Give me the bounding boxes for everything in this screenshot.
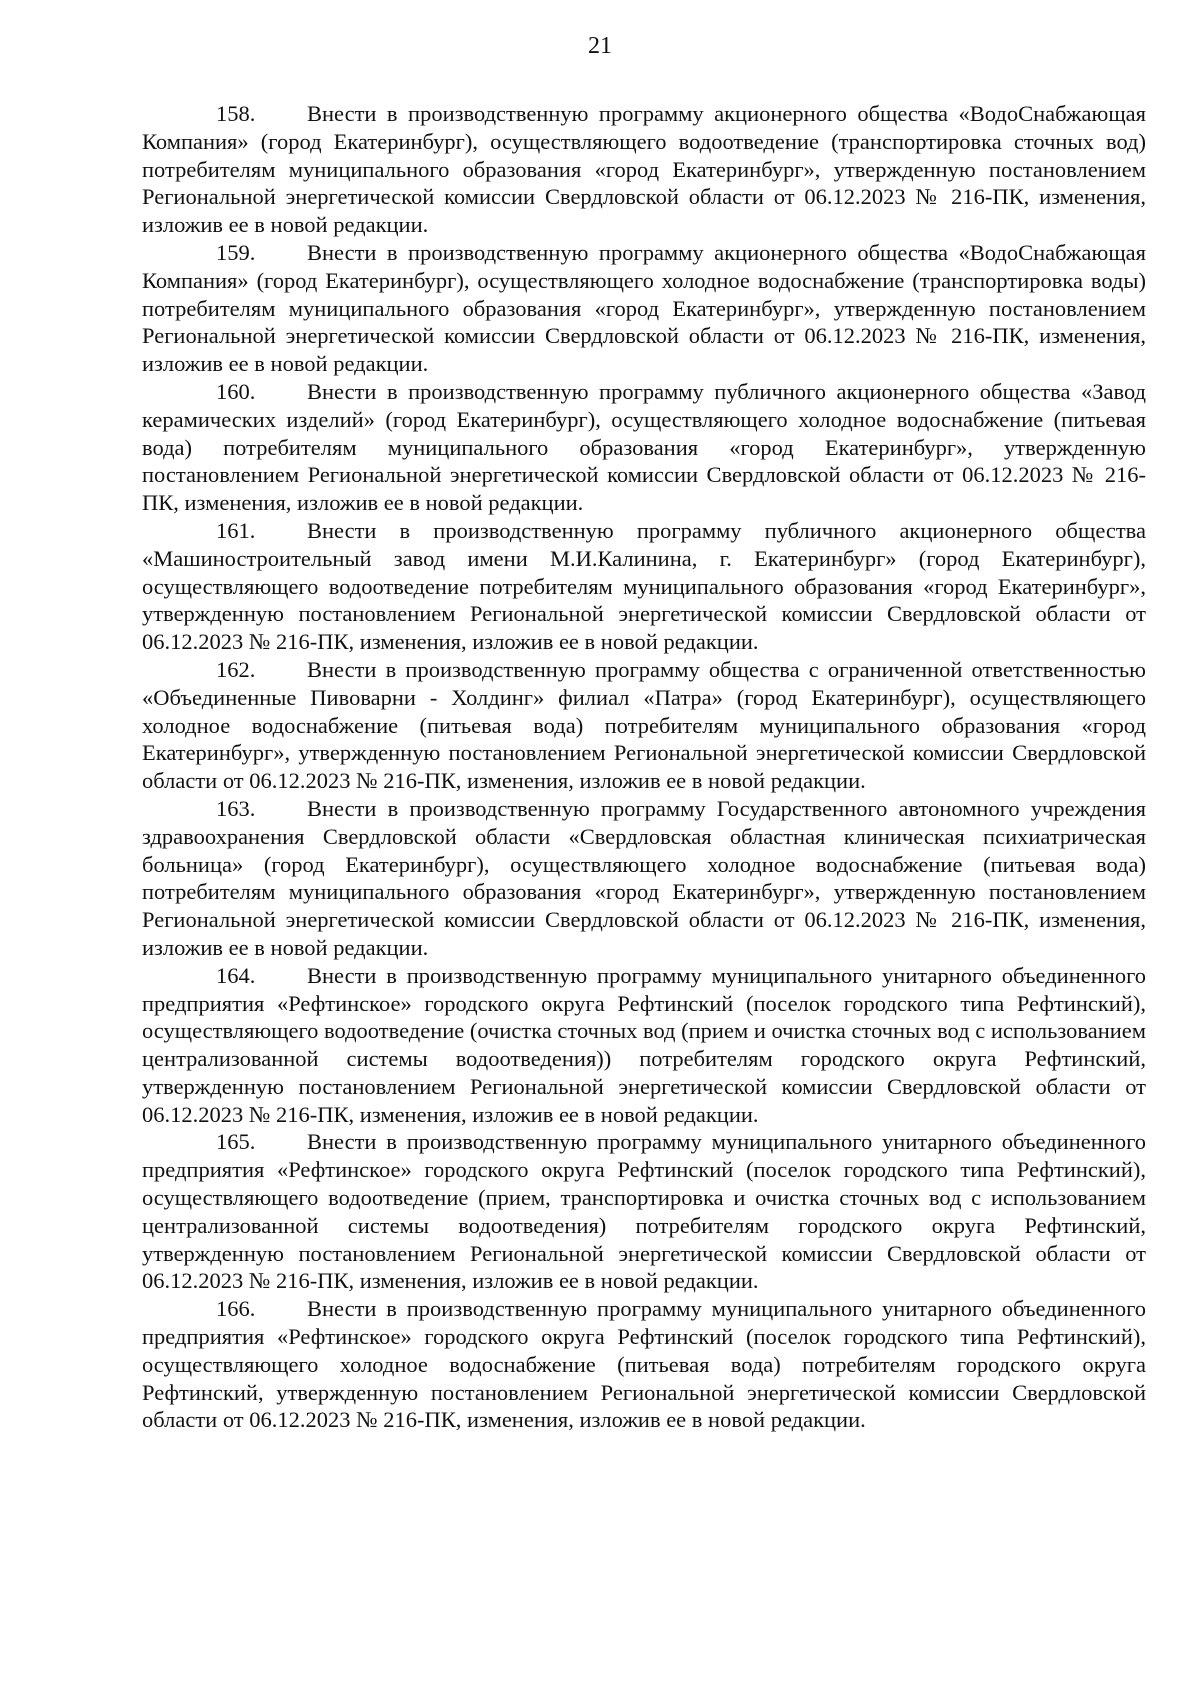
clause-text: Внести в производственную программу муниципального унитарного объединенного предприятия «Рефтинское» городского округа Рефтинский (поселок городского типа Рефтинский), осуществляющего холодное водоснабжение (питьевая вода) потребителям городского округа Рефтинский, утвержденную постановлением Региональной энергетической комиссии Свердловской области от 06.12.2023 № 216-ПК, изменения, изложив ее в новой редакции. <box>142 1296 1146 1433</box>
clause-165 <box>142 1128 1146 1295</box>
clause-164 <box>142 962 1146 1129</box>
clause-number: 161. <box>216 517 256 543</box>
clause-166 <box>142 1295 1146 1434</box>
clause-number: 164. <box>216 962 256 988</box>
clause-158 <box>142 100 1146 239</box>
clause-text: Внести в производственную программу акционерного общества «ВодоСнабжающая Компания» (город Екатеринбург), осуществляющего водоотведение (транспортировка сточных вод) потребителям муниципального образования «город Екатеринбург», утвержденную постановлением Региональной энергетической комиссии Свердловской области от 06.12.2023 № 216-ПК, изменения, изложив ее в новой редакции. <box>142 101 1146 238</box>
clause-number: 160. <box>216 378 256 404</box>
clause-text: Внести в производственную программу публичного акционерного общества «Завод керамических изделий» (город Екатеринбург), осуществляющего холодное водоснабжение (питьевая вода) потребителям муниципального образования «город Екатеринбург», утвержденную постановлением Региональной энергетической комиссии Свердловской области от 06.12.2023 № 216-ПК, изменения, изложив ее в новой редакции. <box>142 378 1146 516</box>
clause-number: 166. <box>216 1296 256 1322</box>
clause-number: 158. <box>216 101 256 126</box>
page-number: 21 <box>588 33 612 59</box>
clause-text: Внести в производственную программу муниципального унитарного объединенного предприятия «Рефтинское» городского округа Рефтинский (поселок городского типа Рефтинский), осуществляющего водоотведение (прием, транспортировка и очистка сточных вод с использованием централизованной системы водоотведения) потребителям городского округа Рефтинский, утвержденную постановлением Региональной энергетической комиссии Свердловской области от 06.12.2023 № 216-ПК, изменения, изложив ее в новой редакции. <box>142 1129 1146 1294</box>
clause-160 <box>142 378 1146 517</box>
document-body <box>142 100 1146 1434</box>
clause-number: 159. <box>216 239 256 265</box>
clause-number: 165. <box>216 1129 256 1155</box>
clause-162 <box>142 656 1146 795</box>
clause-text: Внести в производственную программу Государственного автономного учреждения здравоохранения Свердловской области «Свердловская областная клиническая психиатрическая больница» (город Екатеринбург), осуществляющего холодное водоснабжение (питьевая вода) потребителям муниципального образования «город Екатеринбург», утвержденную постановлением Региональной энергетической комиссии Свердловской области от 06.12.2023 № 216-ПК, изменения, изложив ее в новой редакции. <box>142 795 1146 960</box>
clause-number: 163. <box>216 795 256 821</box>
clause-number: 162. <box>216 656 256 682</box>
clause-text: Внести в производственную программу акционерного общества «ВодоСнабжающая Компания» (город Екатеринбург), осуществляющего холодное водоснабжение (транспортировка воды) потребителям муниципального образования «город Екатеринбург», утвержденную постановлением Региональной энергетической комиссии Свердловской области от 06.12.2023 № 216-ПК, изменения, изложив ее в новой редакции. <box>142 239 1146 377</box>
clause-text: Внести в производственную программу муниципального унитарного объединенного предприятия «Рефтинское» городского округа Рефтинский (поселок городского типа Рефтинский), осуществляющего водоотведение (очистка сточных вод (прием и очистка сточных вод с использованием централизованной системы водоотведения)) потребителям городского округа Рефтинский, утвержденную постановлением Региональной энергетической комиссии Свердловской области от 06.12.2023 № 216-ПК, изменения, изложив ее в новой редакции. <box>142 962 1146 1127</box>
clause-161 <box>142 517 1146 656</box>
clause-text: Внести в производственную программу общества с ограниченной ответственностью «Объединенные Пивоварни - Холдинг» филиал «Патра» (город Екатеринбург), осуществляющего холодное водоснабжение (питьевая вода) потребителям муниципального образования «город Екатеринбург», утвержденную постановлением Региональной энергетической комиссии Свердловской области от 06.12.2023 № 216-ПК, изменения, изложив ее в новой редакции. <box>142 656 1146 794</box>
clause-163 <box>142 795 1146 962</box>
clause-159 <box>142 239 1146 378</box>
clause-text: Внести в производственную программу публичного акционерного общества «Машиностроительный завод имени М.И.Калинина, г. Екатеринбург» (город Екатеринбург), осуществляющего водоотведение потребителям муниципального образования «город Екатеринбург», утвержденную постановлением Региональной энергетической комиссии Свердловской области от 06.12.2023 № 216-ПК, изменения, изложив ее в новой редакции. <box>142 517 1146 655</box>
